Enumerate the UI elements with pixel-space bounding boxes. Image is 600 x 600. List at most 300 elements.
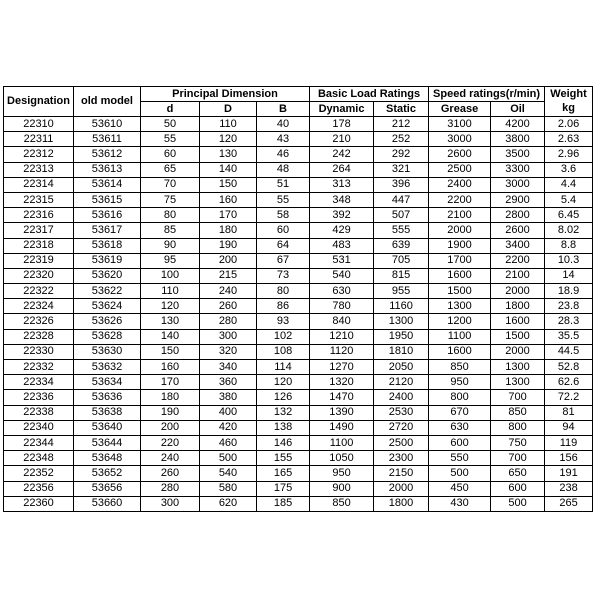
outer-diameter-cell: 120 <box>200 132 257 147</box>
table-row <box>4 162 593 177</box>
old-model-cell: 53618 <box>74 238 141 253</box>
weight-cell: 191 <box>545 466 593 481</box>
table-row <box>4 208 593 223</box>
old-model-header: old model <box>74 87 141 117</box>
weight-cell: 35.5 <box>545 329 593 344</box>
oil-speed-cell: 600 <box>491 481 545 496</box>
header-row-main <box>4 87 593 102</box>
bore-d-cell: 75 <box>141 192 200 207</box>
outer-diameter-cell: 500 <box>200 451 257 466</box>
weight-cell: 2.06 <box>545 117 593 132</box>
oil-speed-cell: 800 <box>491 420 545 435</box>
old-model-cell: 53636 <box>74 390 141 405</box>
weight-unit-subheader: kg <box>545 102 593 117</box>
table-row <box>4 466 593 481</box>
outer-diameter-cell: 200 <box>200 253 257 268</box>
bore-d-subheader: d <box>141 102 200 117</box>
old-model-cell: 53638 <box>74 405 141 420</box>
weight-cell: 81 <box>545 405 593 420</box>
grease-speed-cell: 3000 <box>429 132 491 147</box>
dynamic-load-cell: 540 <box>310 268 374 283</box>
table-row <box>4 253 593 268</box>
static-load-cell: 212 <box>374 117 429 132</box>
width-b-cell: 120 <box>257 375 310 390</box>
old-model-cell: 53612 <box>74 147 141 162</box>
designation-cell: 22319 <box>4 253 74 268</box>
oil-speed-cell: 1300 <box>491 375 545 390</box>
designation-cell: 22330 <box>4 344 74 359</box>
oil-speed-cell: 2600 <box>491 223 545 238</box>
old-model-cell: 53626 <box>74 314 141 329</box>
outer-diameter-cell: 130 <box>200 147 257 162</box>
weight-cell: 52.8 <box>545 360 593 375</box>
designation-cell: 22338 <box>4 405 74 420</box>
old-model-cell: 53614 <box>74 177 141 192</box>
designation-cell: 22344 <box>4 435 74 450</box>
dynamic-load-cell: 1270 <box>310 360 374 375</box>
bore-d-cell: 180 <box>141 390 200 405</box>
designation-cell: 22324 <box>4 299 74 314</box>
old-model-cell: 53648 <box>74 451 141 466</box>
static-load-cell: 1160 <box>374 299 429 314</box>
table-body <box>4 117 593 512</box>
weight-cell: 10.3 <box>545 253 593 268</box>
static-load-cell: 2150 <box>374 466 429 481</box>
old-model-cell: 53617 <box>74 223 141 238</box>
weight-cell: 28.3 <box>545 314 593 329</box>
oil-speed-cell: 500 <box>491 496 545 511</box>
weight-cell: 72.2 <box>545 390 593 405</box>
width-b-cell: 80 <box>257 284 310 299</box>
old-model-cell: 53644 <box>74 435 141 450</box>
static-load-cell: 2050 <box>374 360 429 375</box>
static-load-subheader: Static <box>374 102 429 117</box>
width-b-cell: 102 <box>257 329 310 344</box>
table-row <box>4 451 593 466</box>
grease-speed-cell: 2400 <box>429 177 491 192</box>
bore-d-cell: 160 <box>141 360 200 375</box>
dynamic-load-cell: 840 <box>310 314 374 329</box>
designation-cell: 22314 <box>4 177 74 192</box>
bore-d-cell: 50 <box>141 117 200 132</box>
table-row <box>4 360 593 375</box>
width-b-cell: 86 <box>257 299 310 314</box>
table-row <box>4 177 593 192</box>
oil-speed-cell: 3400 <box>491 238 545 253</box>
table-row <box>4 435 593 450</box>
grease-speed-cell: 430 <box>429 496 491 511</box>
static-load-cell: 321 <box>374 162 429 177</box>
weight-cell: 238 <box>545 481 593 496</box>
bearing-spec-table <box>3 86 593 512</box>
grease-speed-cell: 1900 <box>429 238 491 253</box>
grease-speed-cell: 450 <box>429 481 491 496</box>
outer-diameter-cell: 620 <box>200 496 257 511</box>
oil-speed-cell: 2100 <box>491 268 545 283</box>
bore-d-cell: 200 <box>141 420 200 435</box>
bore-d-cell: 55 <box>141 132 200 147</box>
table-row <box>4 284 593 299</box>
old-model-cell: 53622 <box>74 284 141 299</box>
oil-speed-cell: 3800 <box>491 132 545 147</box>
principal-dimension-header: Principal Dimension <box>141 87 310 102</box>
width-b-cell: 138 <box>257 420 310 435</box>
outer-diameter-cell: 215 <box>200 268 257 283</box>
designation-cell: 22311 <box>4 132 74 147</box>
width-b-cell: 48 <box>257 162 310 177</box>
grease-speed-cell: 2500 <box>429 162 491 177</box>
outer-diameter-cell: 420 <box>200 420 257 435</box>
bore-d-cell: 100 <box>141 268 200 283</box>
designation-header: Designation <box>4 87 74 117</box>
speed-ratings-header: Speed ratings(r/min) <box>429 87 545 102</box>
table-row <box>4 481 593 496</box>
grease-speed-cell: 950 <box>429 375 491 390</box>
outer-diameter-cell: 280 <box>200 314 257 329</box>
bore-d-cell: 95 <box>141 253 200 268</box>
old-model-cell: 53613 <box>74 162 141 177</box>
weight-cell: 44.5 <box>545 344 593 359</box>
dynamic-load-cell: 210 <box>310 132 374 147</box>
weight-header: Weight <box>545 87 593 102</box>
table-row <box>4 405 593 420</box>
dynamic-load-cell: 950 <box>310 466 374 481</box>
outer-diameter-cell: 400 <box>200 405 257 420</box>
table-row <box>4 299 593 314</box>
bore-d-cell: 85 <box>141 223 200 238</box>
weight-cell: 119 <box>545 435 593 450</box>
dynamic-load-cell: 242 <box>310 147 374 162</box>
table-row <box>4 314 593 329</box>
width-b-cell: 51 <box>257 177 310 192</box>
static-load-cell: 396 <box>374 177 429 192</box>
weight-cell: 23.8 <box>545 299 593 314</box>
grease-speed-cell: 3100 <box>429 117 491 132</box>
old-model-cell: 53632 <box>74 360 141 375</box>
width-b-cell: 55 <box>257 192 310 207</box>
outer-diameter-cell: 180 <box>200 223 257 238</box>
weight-cell: 3.6 <box>545 162 593 177</box>
bore-d-cell: 110 <box>141 284 200 299</box>
static-load-cell: 2000 <box>374 481 429 496</box>
grease-speed-cell: 850 <box>429 360 491 375</box>
table-row <box>4 147 593 162</box>
weight-cell: 265 <box>545 496 593 511</box>
table-row <box>4 344 593 359</box>
oil-speed-subheader: Oil <box>491 102 545 117</box>
oil-speed-cell: 1500 <box>491 329 545 344</box>
table-row <box>4 132 593 147</box>
grease-speed-cell: 1300 <box>429 299 491 314</box>
bore-d-cell: 140 <box>141 329 200 344</box>
weight-cell: 14 <box>545 268 593 283</box>
grease-speed-cell: 2600 <box>429 147 491 162</box>
weight-cell: 156 <box>545 451 593 466</box>
oil-speed-cell: 2000 <box>491 344 545 359</box>
width-b-cell: 132 <box>257 405 310 420</box>
outer-diameter-cell: 380 <box>200 390 257 405</box>
dynamic-load-cell: 1210 <box>310 329 374 344</box>
outer-diameter-cell: 240 <box>200 284 257 299</box>
static-load-cell: 2530 <box>374 405 429 420</box>
outer-diameter-cell: 540 <box>200 466 257 481</box>
old-model-cell: 53660 <box>74 496 141 511</box>
grease-speed-cell: 600 <box>429 435 491 450</box>
static-load-cell: 2120 <box>374 375 429 390</box>
oil-speed-cell: 3500 <box>491 147 545 162</box>
dynamic-load-cell: 1390 <box>310 405 374 420</box>
outer-diameter-cell: 160 <box>200 192 257 207</box>
static-load-cell: 1950 <box>374 329 429 344</box>
grease-speed-cell: 800 <box>429 390 491 405</box>
old-model-cell: 53615 <box>74 192 141 207</box>
grease-speed-cell: 1600 <box>429 268 491 283</box>
width-b-cell: 40 <box>257 117 310 132</box>
bore-d-cell: 70 <box>141 177 200 192</box>
table-row <box>4 268 593 283</box>
old-model-cell: 53616 <box>74 208 141 223</box>
designation-cell: 22312 <box>4 147 74 162</box>
weight-cell: 18.9 <box>545 284 593 299</box>
outer-diameter-cell: 320 <box>200 344 257 359</box>
static-load-cell: 2720 <box>374 420 429 435</box>
designation-cell: 22332 <box>4 360 74 375</box>
table-row <box>4 375 593 390</box>
oil-speed-cell: 1800 <box>491 299 545 314</box>
designation-cell: 22334 <box>4 375 74 390</box>
table-row <box>4 117 593 132</box>
designation-cell: 22352 <box>4 466 74 481</box>
width-b-cell: 43 <box>257 132 310 147</box>
table-row <box>4 420 593 435</box>
old-model-cell: 53610 <box>74 117 141 132</box>
bore-d-cell: 65 <box>141 162 200 177</box>
table-row <box>4 192 593 207</box>
static-load-cell: 2300 <box>374 451 429 466</box>
static-load-cell: 639 <box>374 238 429 253</box>
oil-speed-cell: 650 <box>491 466 545 481</box>
grease-speed-cell: 670 <box>429 405 491 420</box>
static-load-cell: 1810 <box>374 344 429 359</box>
width-b-cell: 60 <box>257 223 310 238</box>
designation-cell: 22336 <box>4 390 74 405</box>
width-b-cell: 108 <box>257 344 310 359</box>
oil-speed-cell: 850 <box>491 405 545 420</box>
old-model-cell: 53619 <box>74 253 141 268</box>
dynamic-load-cell: 348 <box>310 192 374 207</box>
static-load-cell: 252 <box>374 132 429 147</box>
dynamic-load-cell: 850 <box>310 496 374 511</box>
old-model-cell: 53624 <box>74 299 141 314</box>
grease-speed-cell: 2200 <box>429 192 491 207</box>
designation-cell: 22320 <box>4 268 74 283</box>
weight-cell: 5.4 <box>545 192 593 207</box>
grease-speed-cell: 1500 <box>429 284 491 299</box>
outer-diameter-cell: 150 <box>200 177 257 192</box>
designation-cell: 22340 <box>4 420 74 435</box>
designation-cell: 22316 <box>4 208 74 223</box>
dynamic-load-cell: 1320 <box>310 375 374 390</box>
designation-cell: 22326 <box>4 314 74 329</box>
static-load-cell: 815 <box>374 268 429 283</box>
oil-speed-cell: 700 <box>491 451 545 466</box>
old-model-cell: 53640 <box>74 420 141 435</box>
outer-diameter-cell: 190 <box>200 238 257 253</box>
table-row <box>4 238 593 253</box>
grease-speed-cell: 2000 <box>429 223 491 238</box>
weight-cell: 2.63 <box>545 132 593 147</box>
outer-diameter-subheader: D <box>200 102 257 117</box>
bore-d-cell: 220 <box>141 435 200 450</box>
grease-speed-cell: 500 <box>429 466 491 481</box>
dynamic-load-cell: 1050 <box>310 451 374 466</box>
oil-speed-cell: 2200 <box>491 253 545 268</box>
bore-d-cell: 80 <box>141 208 200 223</box>
oil-speed-cell: 1600 <box>491 314 545 329</box>
weight-cell: 8.02 <box>545 223 593 238</box>
grease-speed-cell: 1700 <box>429 253 491 268</box>
grease-speed-cell: 630 <box>429 420 491 435</box>
dynamic-load-cell: 1120 <box>310 344 374 359</box>
width-b-cell: 155 <box>257 451 310 466</box>
dynamic-load-cell: 483 <box>310 238 374 253</box>
table-header <box>4 87 593 117</box>
bore-d-cell: 90 <box>141 238 200 253</box>
table-row <box>4 390 593 405</box>
width-b-subheader: B <box>257 102 310 117</box>
static-load-cell: 2500 <box>374 435 429 450</box>
bore-d-cell: 120 <box>141 299 200 314</box>
width-b-cell: 126 <box>257 390 310 405</box>
dynamic-load-cell: 429 <box>310 223 374 238</box>
static-load-cell: 1800 <box>374 496 429 511</box>
oil-speed-cell: 3300 <box>491 162 545 177</box>
dynamic-load-cell: 531 <box>310 253 374 268</box>
oil-speed-cell: 700 <box>491 390 545 405</box>
table-row <box>4 329 593 344</box>
static-load-cell: 705 <box>374 253 429 268</box>
outer-diameter-cell: 170 <box>200 208 257 223</box>
designation-cell: 22315 <box>4 192 74 207</box>
weight-cell: 94 <box>545 420 593 435</box>
static-load-cell: 292 <box>374 147 429 162</box>
width-b-cell: 146 <box>257 435 310 450</box>
width-b-cell: 58 <box>257 208 310 223</box>
designation-cell: 22328 <box>4 329 74 344</box>
bore-d-cell: 190 <box>141 405 200 420</box>
designation-cell: 22318 <box>4 238 74 253</box>
dynamic-load-cell: 630 <box>310 284 374 299</box>
grease-speed-cell: 1100 <box>429 329 491 344</box>
grease-speed-cell: 550 <box>429 451 491 466</box>
designation-cell: 22360 <box>4 496 74 511</box>
bore-d-cell: 240 <box>141 451 200 466</box>
outer-diameter-cell: 460 <box>200 435 257 450</box>
dynamic-load-cell: 780 <box>310 299 374 314</box>
dynamic-load-cell: 392 <box>310 208 374 223</box>
outer-diameter-cell: 110 <box>200 117 257 132</box>
oil-speed-cell: 2900 <box>491 192 545 207</box>
oil-speed-cell: 750 <box>491 435 545 450</box>
width-b-cell: 73 <box>257 268 310 283</box>
designation-cell: 22348 <box>4 451 74 466</box>
bore-d-cell: 150 <box>141 344 200 359</box>
old-model-cell: 53628 <box>74 329 141 344</box>
width-b-cell: 67 <box>257 253 310 268</box>
width-b-cell: 93 <box>257 314 310 329</box>
outer-diameter-cell: 140 <box>200 162 257 177</box>
old-model-cell: 53620 <box>74 268 141 283</box>
bore-d-cell: 60 <box>141 147 200 162</box>
grease-speed-cell: 1600 <box>429 344 491 359</box>
grease-speed-subheader: Grease <box>429 102 491 117</box>
oil-speed-cell: 2800 <box>491 208 545 223</box>
width-b-cell: 175 <box>257 481 310 496</box>
dynamic-load-subheader: Dynamic <box>310 102 374 117</box>
dynamic-load-cell: 900 <box>310 481 374 496</box>
weight-cell: 4.4 <box>545 177 593 192</box>
old-model-cell: 53656 <box>74 481 141 496</box>
designation-cell: 22313 <box>4 162 74 177</box>
bore-d-cell: 280 <box>141 481 200 496</box>
old-model-cell: 53634 <box>74 375 141 390</box>
width-b-cell: 64 <box>257 238 310 253</box>
dynamic-load-cell: 1490 <box>310 420 374 435</box>
width-b-cell: 114 <box>257 360 310 375</box>
outer-diameter-cell: 340 <box>200 360 257 375</box>
static-load-cell: 507 <box>374 208 429 223</box>
bore-d-cell: 130 <box>141 314 200 329</box>
outer-diameter-cell: 360 <box>200 375 257 390</box>
grease-speed-cell: 2100 <box>429 208 491 223</box>
weight-cell: 6.45 <box>545 208 593 223</box>
dynamic-load-cell: 1100 <box>310 435 374 450</box>
static-load-cell: 1300 <box>374 314 429 329</box>
outer-diameter-cell: 260 <box>200 299 257 314</box>
width-b-cell: 46 <box>257 147 310 162</box>
outer-diameter-cell: 300 <box>200 329 257 344</box>
outer-diameter-cell: 580 <box>200 481 257 496</box>
width-b-cell: 165 <box>257 466 310 481</box>
oil-speed-cell: 1300 <box>491 360 545 375</box>
static-load-cell: 955 <box>374 284 429 299</box>
weight-cell: 62.6 <box>545 375 593 390</box>
designation-cell: 22322 <box>4 284 74 299</box>
static-load-cell: 555 <box>374 223 429 238</box>
designation-cell: 22317 <box>4 223 74 238</box>
oil-speed-cell: 4200 <box>491 117 545 132</box>
static-load-cell: 447 <box>374 192 429 207</box>
basic-load-ratings-header: Basic Load Ratings <box>310 87 429 102</box>
table-row <box>4 223 593 238</box>
bore-d-cell: 300 <box>141 496 200 511</box>
designation-cell: 22310 <box>4 117 74 132</box>
old-model-cell: 53652 <box>74 466 141 481</box>
table-row <box>4 496 593 511</box>
old-model-cell: 53611 <box>74 132 141 147</box>
weight-cell: 2.96 <box>545 147 593 162</box>
width-b-cell: 185 <box>257 496 310 511</box>
oil-speed-cell: 3000 <box>491 177 545 192</box>
static-load-cell: 2400 <box>374 390 429 405</box>
dynamic-load-cell: 178 <box>310 117 374 132</box>
bore-d-cell: 170 <box>141 375 200 390</box>
bore-d-cell: 260 <box>141 466 200 481</box>
dynamic-load-cell: 264 <box>310 162 374 177</box>
dynamic-load-cell: 1470 <box>310 390 374 405</box>
grease-speed-cell: 1200 <box>429 314 491 329</box>
designation-cell: 22356 <box>4 481 74 496</box>
